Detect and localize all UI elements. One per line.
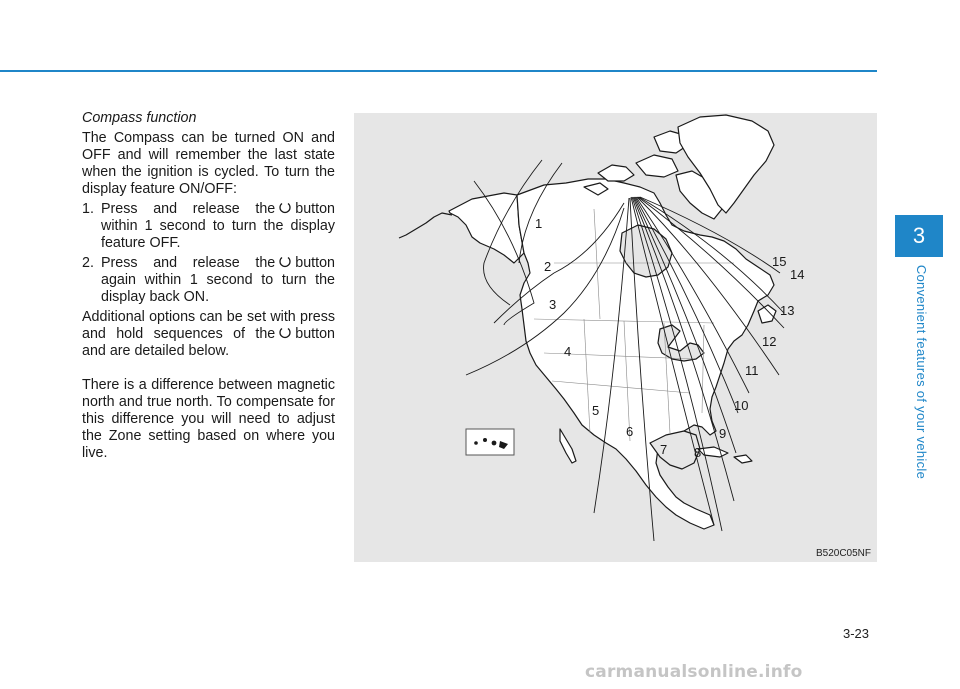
- compass-button-icon: [278, 255, 292, 269]
- step-text-before: Press and release the: [101, 201, 276, 217]
- list-item: [82, 255, 335, 306]
- page-number: 3-23: [843, 626, 870, 641]
- chapter-title: Convenient features of your vehicle: [914, 264, 929, 480]
- zone-label: 10: [734, 398, 749, 413]
- chapter-number: 3: [912, 223, 926, 248]
- options-text-before: Additional options can be set with press and hold sequences of the: [82, 309, 335, 342]
- zone-label: 13: [780, 303, 795, 318]
- baja-peninsula: [560, 429, 576, 463]
- zone-label: 4: [564, 344, 572, 359]
- step-text-after: button again within 1 second to turn the display back ON.: [101, 255, 335, 305]
- difference-paragraph: There is a difference between magnetic north and true north. To compensate for this difference you will need to adjust the Zone setting based on where you live.: [82, 377, 335, 461]
- zone-label: 11: [745, 363, 759, 378]
- zone-label: 15: [772, 254, 787, 269]
- step-number: 2.: [82, 255, 94, 271]
- zone-label: 3: [549, 297, 557, 312]
- arctic-island: [636, 155, 678, 177]
- hawaii-inset: [466, 429, 514, 455]
- compass-button-icon: [278, 326, 292, 340]
- hispaniola: [734, 455, 752, 463]
- zone-label: 6: [626, 424, 634, 439]
- text-column: [82, 110, 335, 465]
- zone-label: 12: [762, 334, 777, 349]
- alaska-landmass: [449, 193, 524, 263]
- options-text-after: button and are detailed below.: [82, 326, 335, 359]
- options-paragraph: [82, 309, 335, 360]
- step-number: 1.: [82, 201, 94, 217]
- cuba: [698, 447, 728, 457]
- zone-label: 5: [592, 403, 600, 418]
- zone-label: 7: [660, 442, 668, 457]
- zone-label: 8: [694, 445, 702, 460]
- intro-paragraph: The Compass can be turned ON and OFF and will remember the last state when the ignition is cycled. To turn the display feature ON/OFF:: [82, 130, 335, 197]
- step-text-after: button within 1 second to turn the display feature OFF.: [101, 201, 335, 251]
- north-america-map: [354, 113, 877, 562]
- aleutian-islands: [399, 213, 452, 238]
- zone-label: 9: [719, 426, 727, 441]
- compass-zone-map: [354, 113, 877, 562]
- header-rule: [0, 70, 877, 72]
- watermark-logo: carmanualsonline.info: [585, 662, 803, 682]
- compass-button-icon: [278, 201, 292, 215]
- figure-code: B520C05NF: [815, 548, 871, 559]
- step-text-before: Press and release the: [101, 255, 276, 271]
- zone-label: 2: [544, 259, 552, 274]
- step-list: [82, 201, 335, 306]
- zone-label: 1: [535, 216, 543, 231]
- newfoundland: [758, 305, 776, 323]
- list-item: [82, 201, 335, 252]
- zone-label: 14: [790, 267, 805, 282]
- section-subhead: Compass function: [82, 110, 197, 126]
